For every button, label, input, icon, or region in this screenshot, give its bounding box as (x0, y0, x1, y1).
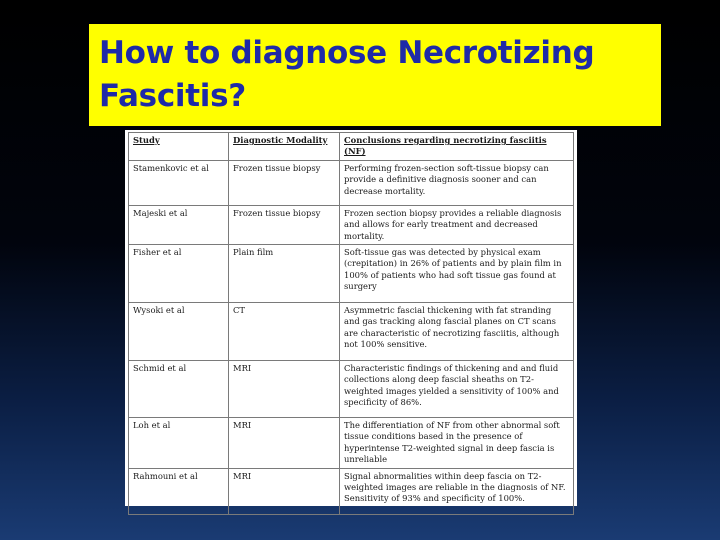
header-study: Study (129, 133, 229, 161)
table-row (129, 205, 574, 244)
table-row (129, 361, 574, 418)
cell-study: Majeski et al (129, 205, 229, 244)
table-row (129, 468, 574, 514)
slide-title-line-1: How to diagnose Necrotizing (99, 35, 595, 71)
cell-conclusion: The differentiation of NF from other abnormal soft tissue conditions based in the presence of hyperintense T2-weighted signal in deep fascia is unreliable (340, 418, 574, 469)
cell-conclusion: Signal abnormalities within deep fascia on T2-weighted images are reliable in the diagnosis of NF. Sensitivity of 93% and specificity of 100%. (340, 468, 574, 514)
cell-modality: MRI (229, 361, 340, 418)
table-row (129, 245, 574, 303)
header-conclusions: Conclusions regarding necrotizing fasciitis (NF) (340, 133, 574, 161)
cell-study: Schmid et al (129, 361, 229, 418)
cell-modality: CT (229, 303, 340, 361)
cell-study: Loh et al (129, 418, 229, 469)
cell-modality: Frozen tissue biopsy (229, 160, 340, 205)
cell-conclusion: Frozen section biopsy provides a reliable diagnosis and allows for early treatment and decreased mortality. (340, 205, 574, 244)
cell-conclusion: Asymmetric fascial thickening with fat stranding and gas tracking along fascial planes on CT scans are characteristic of necrotizing fasciitis, although not 100% sensitive. (340, 303, 574, 361)
cell-conclusion: Soft-tissue gas was detected by physical exam (crepitation) in 26% of patients and by plain film in 100% of patients who had soft tissue gas found at surgery (340, 245, 574, 303)
cell-modality: Plain film (229, 245, 340, 303)
slide-title-line-2: Fascitis? (99, 78, 246, 114)
cell-study: Stamenkovic et al (129, 160, 229, 205)
table-header-row (129, 133, 574, 161)
cell-study: Wysoki et al (129, 303, 229, 361)
slide-title-box (89, 24, 661, 126)
cell-study: Fisher et al (129, 245, 229, 303)
table-row (129, 303, 574, 361)
cell-modality: MRI (229, 468, 340, 514)
table-row (129, 160, 574, 205)
studies-table-image (125, 130, 577, 506)
header-diagnostic-modality: Diagnostic Modality (229, 133, 340, 161)
cell-conclusion: Performing frozen-section soft-tissue biopsy can provide a definitive diagnosis sooner and can decrease mortality. (340, 160, 574, 205)
cell-conclusion: Characteristic findings of thickening and and fluid collections along deep fascial sheaths on T2-weighted images yielded a sensitivity of 100% and specificity of 86%. (340, 361, 574, 418)
cell-modality: MRI (229, 418, 340, 469)
cell-study: Rahmouni et al (129, 468, 229, 514)
studies-table (128, 132, 574, 515)
cell-modality: Frozen tissue biopsy (229, 205, 340, 244)
table-row (129, 418, 574, 469)
